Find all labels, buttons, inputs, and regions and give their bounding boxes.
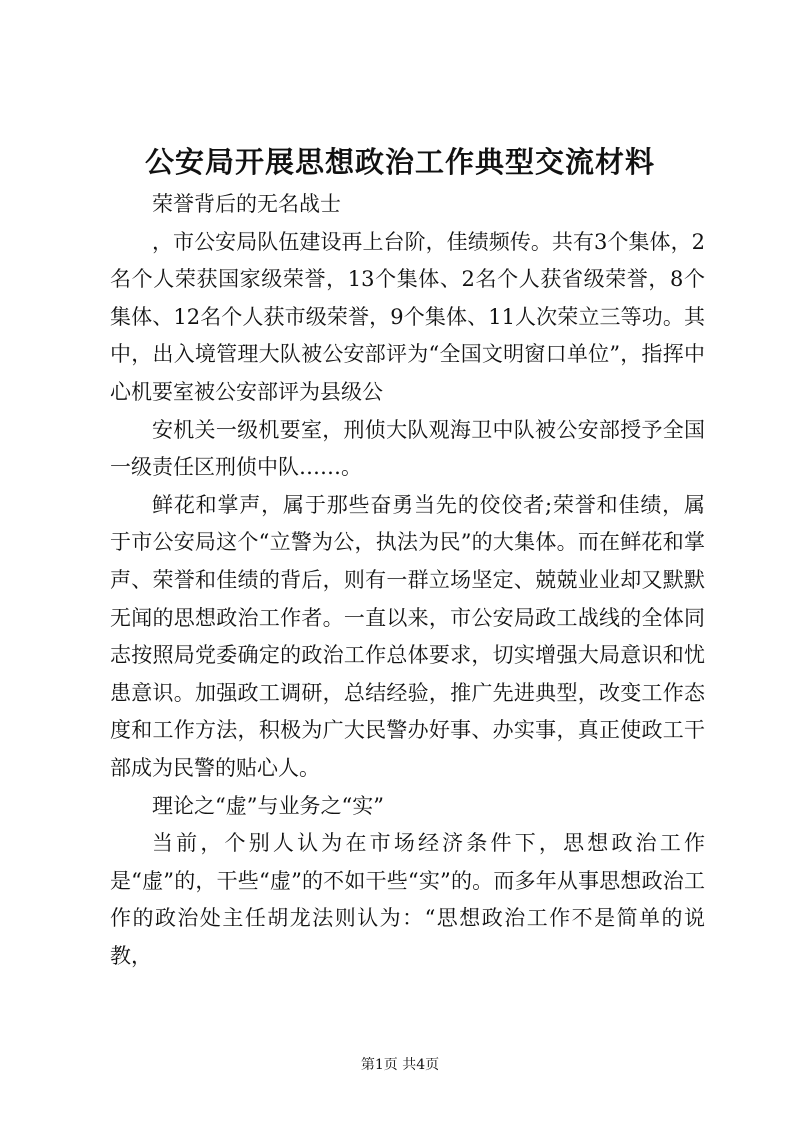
paragraph-market-economy-view: 当前，个别人认为在市场经济条件下，思想政治工作是“虚”的，干些“虚”的不如干些“实”的。而多年从事思想政治工作的政治处主任胡龙法则认为：“思想政治工作不是简单的说教，: [110, 831, 705, 968]
paragraph-political-workers: 鲜花和掌声，属于那些奋勇当先的佼佼者;荣誉和佳绩，属于市公安局这个“立警为公，执法为民”的大集体。而在鲜花和掌声、荣誉和佳绩的背后，则有一群立场坚定、兢兢业业却又默默无闻的思想政治工作者。一直以来，市公安局政工战线的全体同志按照局党委确定的政治工作总体要求，切实增强大局意识和忧患意识。加强政工调研，总结经验，推广先进典型，改变工作态度和工作方法，积极为广大民警办好事、办实事，真正使政工干部成为民警的贴心人。: [110, 492, 705, 780]
page-number-footer: 第1页 共4页: [360, 1057, 440, 1073]
document-title: 公安局开展思想政治工作典型交流材料: [144, 145, 655, 179]
paragraph-honors-continued: 安机关一级机要室，刑侦大队观海卫中队被公安部授予全国一级责任区刑侦中队……。: [110, 417, 705, 480]
section-heading-theory-practice: 理论之“虚”与业务之“实”: [152, 793, 384, 818]
paragraph-honors-summary: ，市公安局队伍建设再上台阶，佳绩频传。共有3个集体，2名个人荣获国家级荣誉，13个集体、2名个人获省级荣誉，8个集体、12名个人获市级荣誉，9个集体、11人次荣立三等功。其中，出入境管理大队被公安部评为“全国文明窗口单位”，指挥中心机要室被公安部评为县级公: [110, 229, 705, 404]
section-heading-unsung-heroes: 荣誉背后的无名战士: [152, 192, 341, 216]
document-body: [110, 186, 705, 975]
